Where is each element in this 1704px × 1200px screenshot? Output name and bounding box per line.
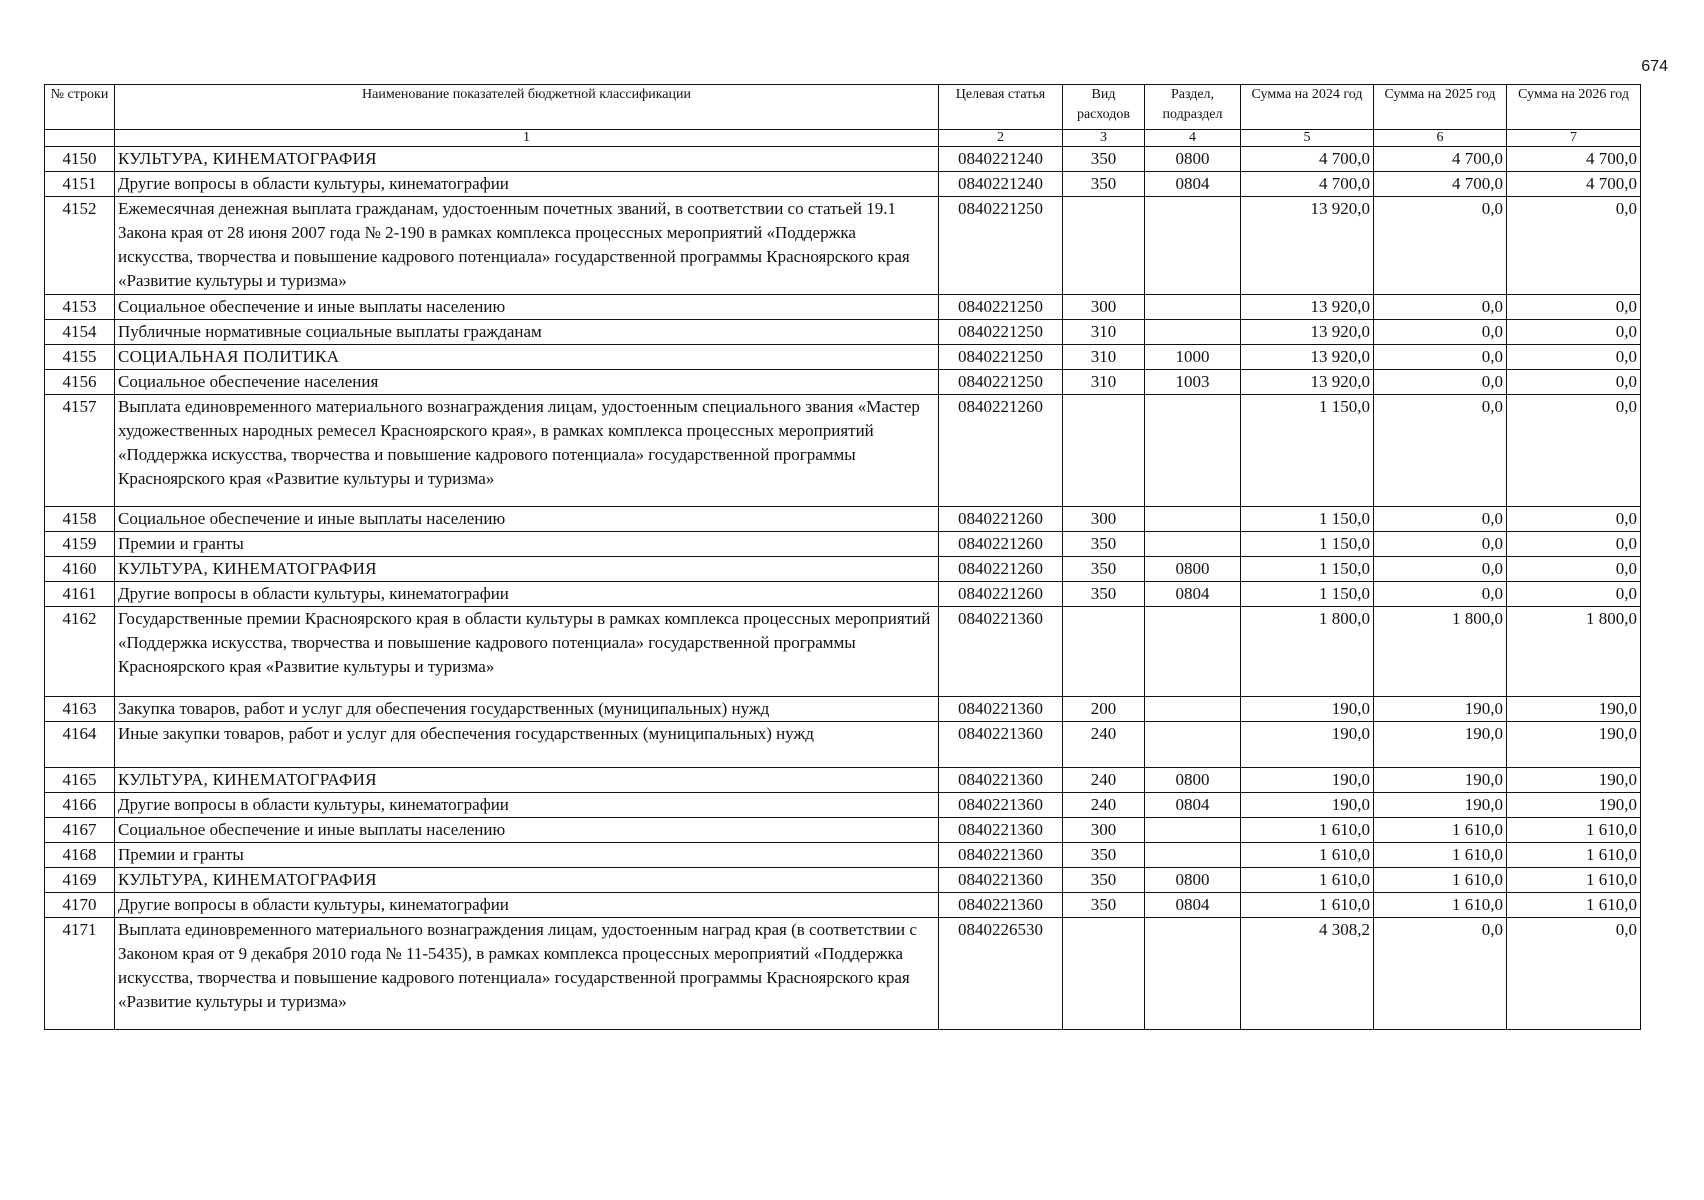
table-row — [45, 918, 1641, 1030]
row-sum-2026: 0,0 — [1507, 395, 1641, 507]
row-sum-2024: 1 610,0 — [1241, 843, 1374, 868]
row-section — [1145, 395, 1241, 507]
row-sum-2026: 4 700,0 — [1507, 172, 1641, 197]
header-section: Раздел, подраздел — [1145, 85, 1241, 130]
row-target-article: 0840226530 — [939, 918, 1063, 1030]
row-section — [1145, 843, 1241, 868]
row-section: 0804 — [1145, 582, 1241, 607]
row-number: 4156 — [45, 370, 115, 395]
header-row-number: № строки — [45, 85, 115, 130]
row-number: 4159 — [45, 532, 115, 557]
table-row — [45, 843, 1641, 868]
table-row — [45, 722, 1641, 768]
row-sum-2025: 190,0 — [1374, 793, 1507, 818]
row-number: 4165 — [45, 768, 115, 793]
row-expense-type: 350 — [1063, 532, 1145, 557]
row-number: 4160 — [45, 557, 115, 582]
row-sum-2025: 1 610,0 — [1374, 843, 1507, 868]
table-row — [45, 532, 1641, 557]
row-target-article: 0840221360 — [939, 893, 1063, 918]
table-row — [45, 557, 1641, 582]
row-name: Другие вопросы в области культуры, кинематографии — [115, 582, 939, 607]
row-sum-2024: 1 610,0 — [1241, 893, 1374, 918]
table-row — [45, 197, 1641, 295]
row-expense-type: 240 — [1063, 768, 1145, 793]
table-row — [45, 582, 1641, 607]
row-sum-2025: 0,0 — [1374, 918, 1507, 1030]
row-sum-2025: 1 610,0 — [1374, 818, 1507, 843]
row-target-article: 0840221240 — [939, 147, 1063, 172]
row-sum-2025: 190,0 — [1374, 697, 1507, 722]
row-sum-2025: 1 610,0 — [1374, 893, 1507, 918]
row-name: Другие вопросы в области культуры, кинематографии — [115, 893, 939, 918]
row-number: 4151 — [45, 172, 115, 197]
row-expense-type: 350 — [1063, 582, 1145, 607]
row-sum-2024: 190,0 — [1241, 697, 1374, 722]
row-name: КУЛЬТУРА, КИНЕМАТОГРАФИЯ — [115, 557, 939, 582]
row-sum-2026: 1 800,0 — [1507, 607, 1641, 697]
row-number: 4164 — [45, 722, 115, 768]
row-sum-2024: 1 150,0 — [1241, 507, 1374, 532]
row-sum-2024: 1 150,0 — [1241, 532, 1374, 557]
row-target-article: 0840221250 — [939, 370, 1063, 395]
row-sum-2024: 1 150,0 — [1241, 395, 1374, 507]
row-sum-2026: 0,0 — [1507, 582, 1641, 607]
row-number: 4167 — [45, 818, 115, 843]
row-sum-2026: 190,0 — [1507, 793, 1641, 818]
table-row — [45, 395, 1641, 507]
row-sum-2024: 190,0 — [1241, 722, 1374, 768]
header-sum-2025: Сумма на 2025 год — [1374, 85, 1507, 130]
row-target-article: 0840221250 — [939, 295, 1063, 320]
row-expense-type: 310 — [1063, 320, 1145, 345]
row-section: 0800 — [1145, 147, 1241, 172]
row-target-article: 0840221360 — [939, 793, 1063, 818]
row-expense-type: 350 — [1063, 868, 1145, 893]
row-target-article: 0840221360 — [939, 607, 1063, 697]
header-number-row — [45, 130, 1641, 147]
table-row — [45, 345, 1641, 370]
row-section: 0804 — [1145, 893, 1241, 918]
row-sum-2026: 0,0 — [1507, 557, 1641, 582]
row-expense-type: 240 — [1063, 793, 1145, 818]
header-num-3: 3 — [1063, 130, 1145, 147]
page-number: 674 — [1641, 58, 1668, 75]
row-sum-2026: 1 610,0 — [1507, 843, 1641, 868]
row-sum-2026: 0,0 — [1507, 918, 1641, 1030]
row-target-article: 0840221240 — [939, 172, 1063, 197]
row-name: Премии и гранты — [115, 532, 939, 557]
row-number: 4169 — [45, 868, 115, 893]
row-expense-type — [1063, 395, 1145, 507]
table-row — [45, 507, 1641, 532]
header-num-1: 1 — [115, 130, 939, 147]
row-sum-2026: 1 610,0 — [1507, 868, 1641, 893]
row-target-article: 0840221360 — [939, 868, 1063, 893]
table-row — [45, 607, 1641, 697]
row-expense-type: 350 — [1063, 557, 1145, 582]
table-row — [45, 370, 1641, 395]
row-expense-type: 350 — [1063, 147, 1145, 172]
row-sum-2024: 4 700,0 — [1241, 172, 1374, 197]
row-sum-2024: 1 800,0 — [1241, 607, 1374, 697]
row-sum-2026: 190,0 — [1507, 768, 1641, 793]
row-section — [1145, 507, 1241, 532]
table-body — [45, 147, 1641, 1030]
table-row — [45, 172, 1641, 197]
row-target-article: 0840221360 — [939, 697, 1063, 722]
row-expense-type: 350 — [1063, 843, 1145, 868]
row-sum-2025: 190,0 — [1374, 722, 1507, 768]
row-sum-2025: 0,0 — [1374, 370, 1507, 395]
row-sum-2025: 0,0 — [1374, 197, 1507, 295]
budget-table — [44, 84, 1641, 1030]
row-sum-2026: 0,0 — [1507, 197, 1641, 295]
row-expense-type: 300 — [1063, 507, 1145, 532]
row-target-article: 0840221260 — [939, 395, 1063, 507]
row-number: 4162 — [45, 607, 115, 697]
row-sum-2024: 13 920,0 — [1241, 345, 1374, 370]
row-number: 4166 — [45, 793, 115, 818]
row-sum-2024: 190,0 — [1241, 793, 1374, 818]
row-sum-2025: 0,0 — [1374, 532, 1507, 557]
table-row — [45, 893, 1641, 918]
row-name: Другие вопросы в области культуры, кинематографии — [115, 172, 939, 197]
row-expense-type: 300 — [1063, 295, 1145, 320]
row-name: СОЦИАЛЬНАЯ ПОЛИТИКА — [115, 345, 939, 370]
row-sum-2026: 0,0 — [1507, 345, 1641, 370]
row-sum-2024: 4 308,2 — [1241, 918, 1374, 1030]
row-target-article: 0840221360 — [939, 722, 1063, 768]
row-section: 1000 — [1145, 345, 1241, 370]
row-sum-2025: 0,0 — [1374, 582, 1507, 607]
row-number: 4163 — [45, 697, 115, 722]
row-section — [1145, 197, 1241, 295]
row-number: 4152 — [45, 197, 115, 295]
row-sum-2024: 13 920,0 — [1241, 370, 1374, 395]
row-sum-2025: 0,0 — [1374, 345, 1507, 370]
row-target-article: 0840221260 — [939, 532, 1063, 557]
row-sum-2025: 1 800,0 — [1374, 607, 1507, 697]
row-section — [1145, 722, 1241, 768]
table-row — [45, 768, 1641, 793]
row-name: Выплата единовременного материального вознаграждения лицам, удостоенным наград края (в соответствии с Законом края от 9 декабря 2010 года № 11-5435), в рамках комплекса процессных мероприятий «Поддержка искусства, творчества и повышение кадрового потенциала» государственной программы Красноярского края «Развитие культуры и туризма» — [115, 918, 939, 1030]
row-expense-type: 350 — [1063, 172, 1145, 197]
row-sum-2025: 4 700,0 — [1374, 147, 1507, 172]
row-name: Государственные премии Красноярского края в области культуры в рамках комплекса процессных мероприятий «Поддержка искусства, творчества и повышение кадрового потенциала» государственной программы Красноярского края «Развитие культуры и туризма» — [115, 607, 939, 697]
row-name: КУЛЬТУРА, КИНЕМАТОГРАФИЯ — [115, 868, 939, 893]
table-row — [45, 793, 1641, 818]
table-row — [45, 320, 1641, 345]
row-target-article: 0840221360 — [939, 818, 1063, 843]
row-sum-2025: 0,0 — [1374, 557, 1507, 582]
row-number: 4171 — [45, 918, 115, 1030]
row-sum-2025: 190,0 — [1374, 768, 1507, 793]
row-section — [1145, 295, 1241, 320]
row-section — [1145, 320, 1241, 345]
row-name: Закупка товаров, работ и услуг для обеспечения государственных (муниципальных) нужд — [115, 697, 939, 722]
row-number: 4170 — [45, 893, 115, 918]
row-sum-2026: 190,0 — [1507, 697, 1641, 722]
row-target-article: 0840221250 — [939, 320, 1063, 345]
row-name: Социальное обеспечение и иные выплаты населению — [115, 818, 939, 843]
header-num-0 — [45, 130, 115, 147]
header-row — [45, 85, 1641, 130]
row-name: Выплата единовременного материального вознаграждения лицам, удостоенным специального звания «Мастер художественных народных ремесел Красноярского края», в рамках комплекса процессных мероприятий «Поддержка искусства, творчества и повышение кадрового потенциала» государственной программы Красноярского края «Развитие культуры и туризма» — [115, 395, 939, 507]
row-expense-type: 240 — [1063, 722, 1145, 768]
row-section — [1145, 532, 1241, 557]
row-target-article: 0840221360 — [939, 843, 1063, 868]
header-name: Наименование показателей бюджетной классификации — [115, 85, 939, 130]
row-name: Другие вопросы в области культуры, кинематографии — [115, 793, 939, 818]
row-expense-type — [1063, 607, 1145, 697]
row-sum-2026: 0,0 — [1507, 320, 1641, 345]
row-sum-2025: 1 610,0 — [1374, 868, 1507, 893]
row-name: Социальное обеспечение и иные выплаты населению — [115, 507, 939, 532]
row-section — [1145, 818, 1241, 843]
row-expense-type: 350 — [1063, 893, 1145, 918]
row-number: 4150 — [45, 147, 115, 172]
row-expense-type: 300 — [1063, 818, 1145, 843]
row-section: 0800 — [1145, 557, 1241, 582]
row-number: 4154 — [45, 320, 115, 345]
row-number: 4153 — [45, 295, 115, 320]
row-sum-2024: 13 920,0 — [1241, 197, 1374, 295]
row-target-article: 0840221250 — [939, 197, 1063, 295]
row-target-article: 0840221250 — [939, 345, 1063, 370]
row-sum-2026: 1 610,0 — [1507, 893, 1641, 918]
row-sum-2025: 0,0 — [1374, 507, 1507, 532]
row-sum-2025: 0,0 — [1374, 395, 1507, 507]
row-name: Социальное обеспечение населения — [115, 370, 939, 395]
row-name: Ежемесячная денежная выплата гражданам, удостоенным почетных званий, в соответствии со статьей 19.1 Закона края от 28 июня 2007 года № 2-190 в рамках комплекса процессных мероприятий «Поддержка искусства, творчества и повышение кадрового потенциала» государственной программы Красноярского края «Развитие культуры и туризма» — [115, 197, 939, 295]
table-row — [45, 818, 1641, 843]
row-expense-type — [1063, 197, 1145, 295]
row-sum-2024: 1 610,0 — [1241, 868, 1374, 893]
row-section — [1145, 697, 1241, 722]
row-sum-2025: 0,0 — [1374, 295, 1507, 320]
header-target-article: Целевая статья — [939, 85, 1063, 130]
row-section: 0800 — [1145, 868, 1241, 893]
row-name: Публичные нормативные социальные выплаты гражданам — [115, 320, 939, 345]
row-sum-2024: 4 700,0 — [1241, 147, 1374, 172]
row-name: КУЛЬТУРА, КИНЕМАТОГРАФИЯ — [115, 768, 939, 793]
row-sum-2024: 13 920,0 — [1241, 295, 1374, 320]
row-sum-2024: 190,0 — [1241, 768, 1374, 793]
row-sum-2026: 0,0 — [1507, 507, 1641, 532]
table-row — [45, 868, 1641, 893]
row-expense-type: 310 — [1063, 370, 1145, 395]
header-num-4: 4 — [1145, 130, 1241, 147]
row-sum-2024: 13 920,0 — [1241, 320, 1374, 345]
row-sum-2026: 0,0 — [1507, 295, 1641, 320]
row-section: 0804 — [1145, 172, 1241, 197]
row-number: 4168 — [45, 843, 115, 868]
row-section — [1145, 607, 1241, 697]
row-sum-2026: 0,0 — [1507, 370, 1641, 395]
table-row — [45, 295, 1641, 320]
row-expense-type: 200 — [1063, 697, 1145, 722]
row-expense-type — [1063, 918, 1145, 1030]
row-target-article: 0840221260 — [939, 582, 1063, 607]
row-number: 4157 — [45, 395, 115, 507]
row-target-article: 0840221260 — [939, 557, 1063, 582]
row-name: Премии и гранты — [115, 843, 939, 868]
row-sum-2026: 1 610,0 — [1507, 818, 1641, 843]
header-num-7: 7 — [1507, 130, 1641, 147]
row-sum-2025: 0,0 — [1374, 320, 1507, 345]
row-expense-type: 310 — [1063, 345, 1145, 370]
header-sum-2026: Сумма на 2026 год — [1507, 85, 1641, 130]
row-number: 4158 — [45, 507, 115, 532]
row-sum-2024: 1 610,0 — [1241, 818, 1374, 843]
row-sum-2026: 0,0 — [1507, 532, 1641, 557]
row-name: Социальное обеспечение и иные выплаты населению — [115, 295, 939, 320]
row-sum-2025: 4 700,0 — [1374, 172, 1507, 197]
header-sum-2024: Сумма на 2024 год — [1241, 85, 1374, 130]
row-section — [1145, 918, 1241, 1030]
row-number: 4161 — [45, 582, 115, 607]
row-target-article: 0840221360 — [939, 768, 1063, 793]
row-sum-2024: 1 150,0 — [1241, 582, 1374, 607]
row-section: 0800 — [1145, 768, 1241, 793]
row-name: КУЛЬТУРА, КИНЕМАТОГРАФИЯ — [115, 147, 939, 172]
row-target-article: 0840221260 — [939, 507, 1063, 532]
row-number: 4155 — [45, 345, 115, 370]
header-num-5: 5 — [1241, 130, 1374, 147]
table-row — [45, 147, 1641, 172]
header-expense-type: Вид расходов — [1063, 85, 1145, 130]
row-sum-2026: 4 700,0 — [1507, 147, 1641, 172]
header-num-6: 6 — [1374, 130, 1507, 147]
row-section: 1003 — [1145, 370, 1241, 395]
header-num-2: 2 — [939, 130, 1063, 147]
table-row — [45, 697, 1641, 722]
row-sum-2026: 190,0 — [1507, 722, 1641, 768]
row-sum-2024: 1 150,0 — [1241, 557, 1374, 582]
row-section: 0804 — [1145, 793, 1241, 818]
row-name: Иные закупки товаров, работ и услуг для обеспечения государственных (муниципальных) нужд — [115, 722, 939, 768]
